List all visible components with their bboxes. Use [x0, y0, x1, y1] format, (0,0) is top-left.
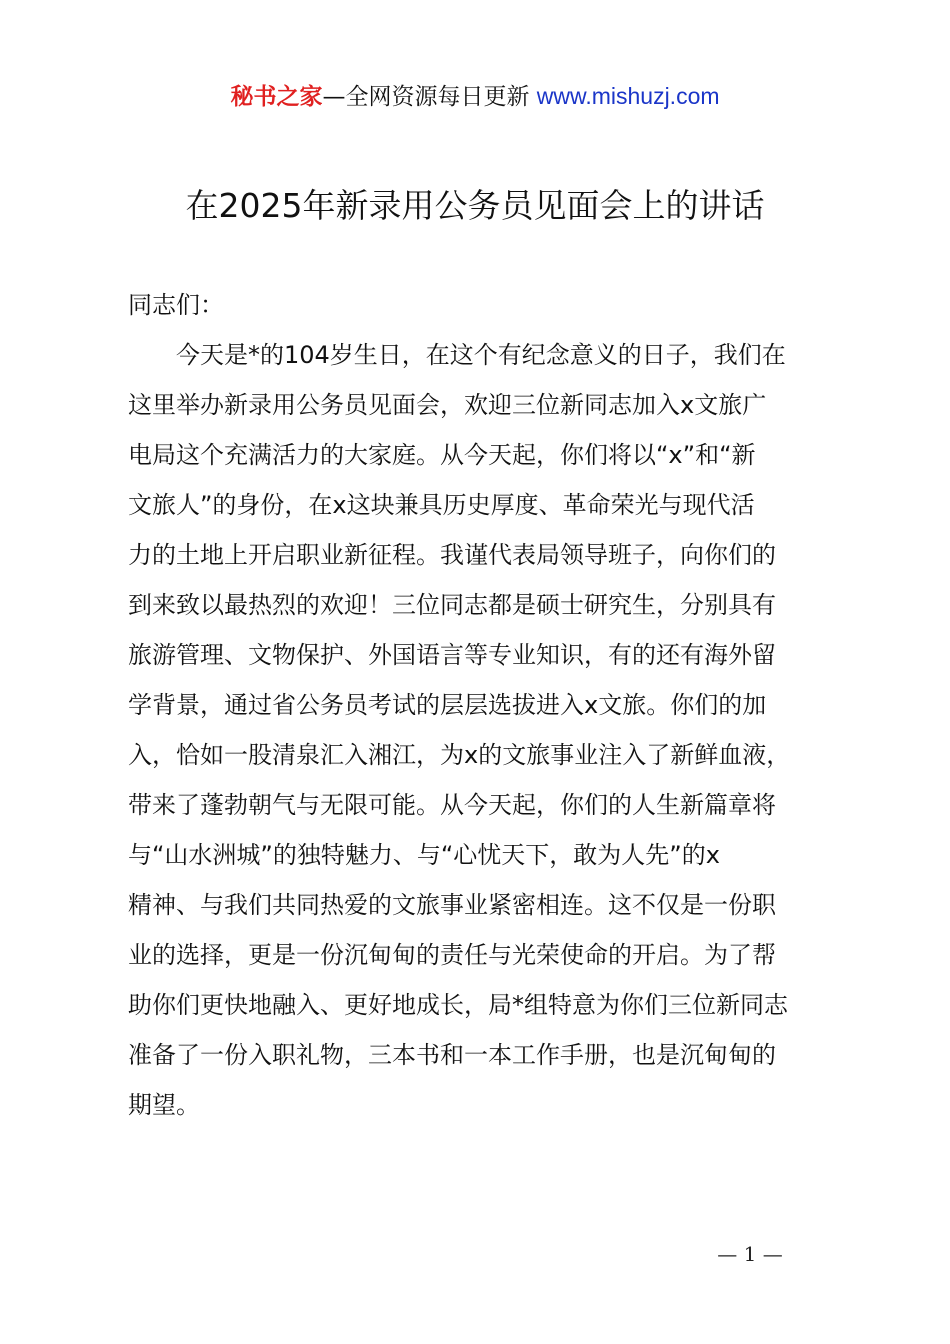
site-slogan: —全网资源每日更新: [322, 84, 530, 110]
paragraph-line: 文旅人”的身份，在x这块兼具历史厚度、革命荣光与现代活: [128, 491, 755, 519]
document-title: 在2025年新录用公务员见面会上的讲话: [185, 186, 765, 225]
paragraph-line: 今天是*的104岁生日，在这个有纪念意义的日子，我们在: [176, 341, 786, 369]
site-brand: 秘书之家: [230, 84, 323, 110]
site-header: [0, 78, 950, 115]
paragraph-line: 入，恰如一股清泉汇入湘江，为x的文旅事业注入了新鲜血液，: [128, 741, 791, 769]
paragraph-line: 带来了蓬勃朝气与无限可能。从今天起，你们的人生新篇章将: [128, 791, 776, 819]
paragraph-line: 电局这个充满活力的大家庭。从今天起，你们将以“x”和“新: [128, 441, 756, 469]
paragraph-line: 精神、与我们共同热爱的文旅事业紧密相连。这不仅是一份职: [128, 891, 776, 919]
site-url-link[interactable]: www.mishuzj.com: [536, 83, 720, 109]
paragraph-line: 助你们更快地融入、更好地成长，局*组特意为你们三位新同志: [128, 991, 788, 1019]
salutation: 同志们：: [128, 291, 224, 319]
paragraph-line: 与“山水洲城”的独特魅力、与“心忧天下，敢为人先”的x: [128, 841, 720, 869]
paragraph-line: 学背景，通过省公务员考试的层层选拔进入x文旅。你们的加: [128, 691, 767, 719]
paragraph-line: 到来致以最热烈的欢迎！三位同志都是硕士研究生，分别具有: [128, 591, 776, 619]
paragraph-line: 这里举办新录用公务员见面会，欢迎三位新同志加入x文旅广: [128, 391, 767, 419]
paragraph-line: 力的土地上开启职业新征程。我谨代表局领导班子，向你们的: [128, 541, 776, 569]
document-body: [128, 330, 836, 1130]
paragraph-line: 期望。: [128, 1091, 200, 1119]
paragraph-line: 准备了一份入职礼物，三本书和一本工作手册，也是沉甸甸的: [128, 1041, 776, 1069]
page-number: — 1 —: [717, 1242, 783, 1266]
paragraph-line: 旅游管理、文物保护、外国语言等专业知识，有的还有海外留: [128, 641, 776, 669]
paragraph-line: 业的选择，更是一份沉甸甸的责任与光荣使命的开启。为了帮: [128, 941, 776, 969]
